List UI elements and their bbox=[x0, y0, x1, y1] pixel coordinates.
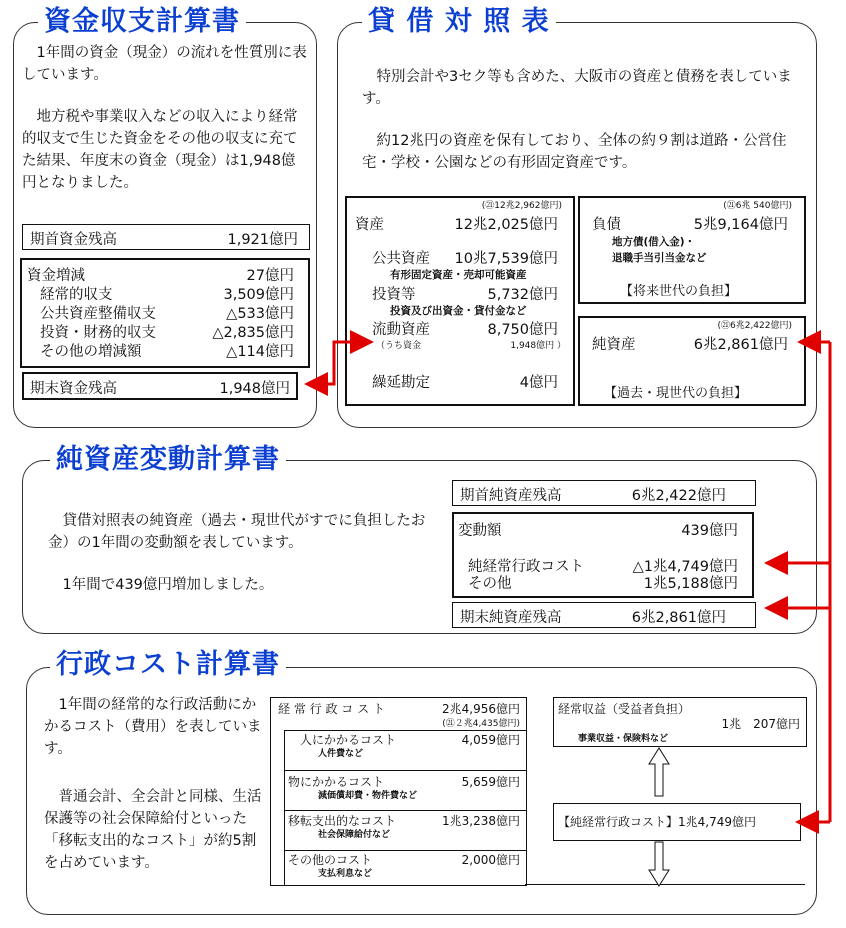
cost-row-value: 5,659億円 bbox=[461, 775, 520, 789]
current-assets-value: 8,750億円 bbox=[487, 322, 558, 338]
admincost-title: 行政コスト計算書 bbox=[50, 649, 286, 681]
net-opening-label: 期首純資産残高 bbox=[460, 488, 562, 504]
net-change-label: 変動額 bbox=[458, 523, 502, 539]
balance-desc-1: 特別会計や3セク等も含めた、大阪市の資産と債務を表しています。 bbox=[362, 69, 792, 107]
cashflow-item-label: 経常的収支 bbox=[40, 287, 113, 303]
cost-total-value: 2兆4,956億円 bbox=[442, 702, 520, 716]
cash-value: 1,948億円 ） bbox=[510, 341, 566, 351]
invest-sub: 投資及び出資金・貸付金など bbox=[390, 305, 527, 317]
cost-row-value: 1兆3,238億円 bbox=[442, 814, 520, 828]
cashflow-title: 資金収支計算書 bbox=[38, 6, 246, 38]
cost-row-sub: 社会保障給付など bbox=[318, 830, 391, 840]
liabilities-label: 負債 bbox=[592, 217, 621, 233]
cost-row-sub: 人件費など bbox=[318, 749, 364, 759]
netassets-desc-1: 貸借対照表の純資産（過去・現世代がすでに負担したお金）の1年間の変動額を表しています。 bbox=[48, 513, 426, 551]
cost-row-label: 人にかかるコスト bbox=[300, 733, 397, 747]
invest-label: 投資等 bbox=[372, 287, 416, 303]
revenue-sub: 事業収益・保険料など bbox=[578, 734, 669, 744]
cost-row-label: 移転支出的なコスト bbox=[288, 814, 397, 828]
balance-title: 貸 借 対 照 表 bbox=[362, 6, 556, 38]
cashflow-item-value: △533億円 bbox=[226, 306, 294, 322]
cashflow-closing-label: 期末資金残高 bbox=[30, 381, 117, 397]
invest-value: 5,732億円 bbox=[487, 287, 558, 303]
net-cost-text: 【純経常行政コスト】1兆4,749億円 bbox=[558, 815, 756, 829]
cashflow-item-label: 公共資産整備収支 bbox=[40, 306, 156, 322]
cashflow-increase-value: 27億円 bbox=[246, 268, 294, 284]
assets-value: 12兆2,025億円 bbox=[454, 217, 558, 233]
liabilities-burden: 【将来世代の負担】 bbox=[620, 284, 738, 299]
cost-row-sub: 減価償却費・物件費など bbox=[318, 791, 418, 801]
cost-row-label: 物にかかるコスト bbox=[288, 775, 385, 789]
cashflow-desc-2: 地方税や事業収入などの収入により経常的収支で生じた資金をその他の収支に充てた結果、年度末の資金（現金）は1,948億円となりました。 bbox=[22, 109, 298, 191]
cashflow-item-value: △114億円 bbox=[226, 344, 294, 360]
public-assets-sub: 有形固定資産・売却可能資産 bbox=[390, 269, 527, 281]
net-assets-label: 純資産 bbox=[592, 337, 636, 353]
revenue-value: 1兆 207億円 bbox=[721, 717, 800, 731]
balance-desc-2: 約12兆円の資産を保有しており、全体の約９割は道路・公営住宅・学校・公園などの有形固定資産です。 bbox=[362, 133, 787, 171]
cashflow-desc-1: 1年間の資金（現金）の流れを性質別に表しています。 bbox=[22, 45, 307, 83]
cashflow-item-label: 投資・財務的収支 bbox=[40, 325, 156, 341]
cashflow-opening-value: 1,921億円 bbox=[227, 232, 298, 248]
assets-label: 資産 bbox=[355, 217, 384, 233]
cost-row-value: 2,000億円 bbox=[461, 853, 520, 867]
cashflow-closing-value: 1,948億円 bbox=[219, 381, 290, 397]
cash-label: （うち資金 bbox=[376, 341, 422, 351]
netassets-title: 純資産変動計算書 bbox=[50, 444, 286, 476]
net-closing-value: 6兆2,861億円 bbox=[631, 610, 726, 626]
cashflow-item-label: その他の増減額 bbox=[40, 344, 142, 360]
net-assets-prev: (㉑6兆2,422億円) bbox=[717, 321, 792, 331]
liabilities-sub-2: 退職手当引当金など bbox=[612, 252, 707, 264]
deferred-value: 4億円 bbox=[519, 375, 558, 391]
cost-total-label: 経 常 行 政 コ ス ト bbox=[278, 702, 385, 716]
liabilities-prev: (㉑6兆 540億円) bbox=[723, 201, 792, 211]
cost-total-prev: (㉑２兆4,435億円) bbox=[442, 719, 520, 729]
net-assets-burden: 【過去・現世代の負担】 bbox=[604, 386, 748, 401]
public-assets-value: 10兆7,539億円 bbox=[454, 251, 558, 267]
net-other-label: その他 bbox=[468, 576, 512, 592]
public-assets-label: 公共資産 bbox=[372, 251, 430, 267]
admincost-desc-1: 1年間の経常的な行政活動にかかるコスト（費用）を表しています。 bbox=[44, 697, 262, 757]
net-opening-value: 6兆2,422億円 bbox=[631, 488, 726, 504]
net-change-value: 439億円 bbox=[681, 523, 738, 539]
net-cost-value: △1兆4,749億円 bbox=[632, 559, 738, 575]
admincost-desc-2: 普通会計、全会計と同様、生活保護等の社会保障給付といった「移転支出的なコスト」が約5割を占めています。 bbox=[44, 789, 262, 871]
assets-prev: (㉑12兆2,962億円) bbox=[481, 201, 562, 211]
net-assets-value: 6兆2,861億円 bbox=[693, 337, 788, 353]
cost-row-label: その他のコスト bbox=[288, 853, 373, 867]
net-cost-label: 純経常行政コスト bbox=[468, 559, 584, 575]
net-other-value: 1兆5,188億円 bbox=[643, 576, 738, 592]
cashflow-item-value: △2,835億円 bbox=[212, 325, 294, 341]
cost-row-sub: 支払利息など bbox=[318, 869, 373, 879]
deferred-label: 繰延勘定 bbox=[372, 375, 430, 391]
revenue-label: 経常収益（受益者負担） bbox=[558, 702, 691, 716]
net-closing-label: 期末純資産残高 bbox=[460, 610, 562, 626]
liabilities-sub-1: 地方債(借入金)・ bbox=[612, 236, 696, 248]
cashflow-item-value: 3,509億円 bbox=[223, 287, 294, 303]
cashflow-increase-label: 資金増減 bbox=[27, 268, 85, 284]
netassets-desc-2: 1年間で439億円増加しました。 bbox=[62, 577, 274, 593]
cost-row-value: 4,059億円 bbox=[461, 733, 520, 747]
liabilities-value: 5兆9,164億円 bbox=[693, 217, 788, 233]
current-assets-label: 流動資産 bbox=[372, 322, 430, 338]
cost-table-baseline bbox=[525, 884, 805, 885]
cashflow-opening-label: 期首資金残高 bbox=[30, 232, 117, 248]
